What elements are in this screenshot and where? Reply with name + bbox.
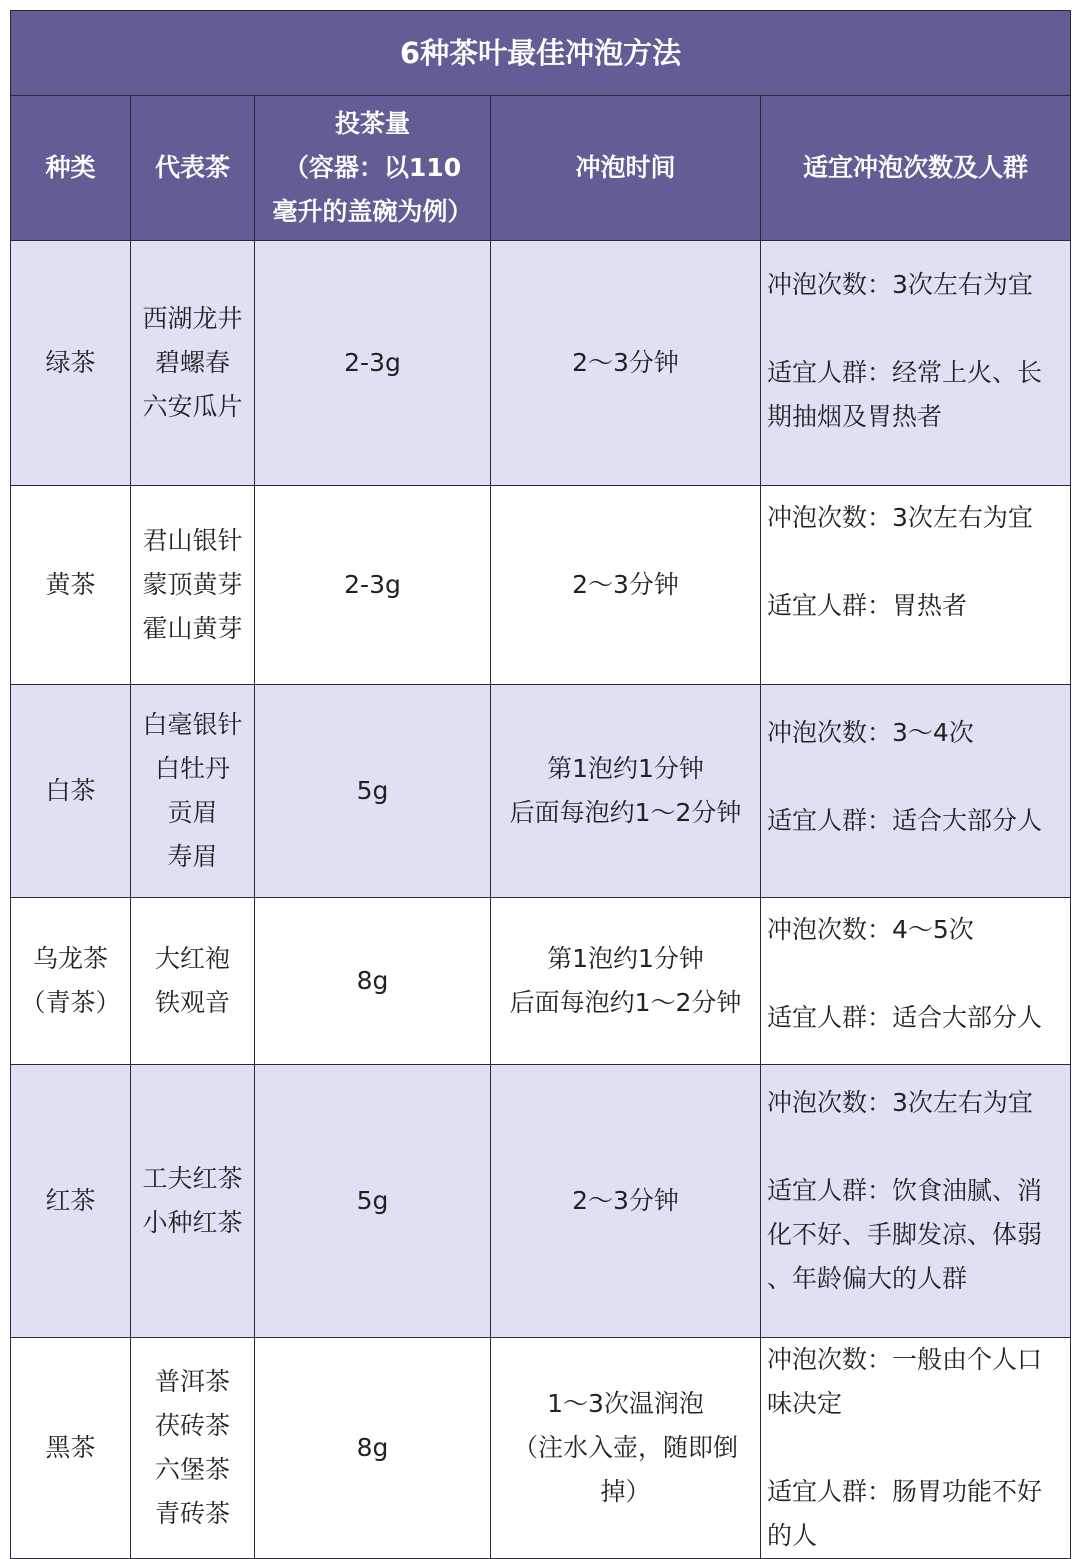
brew-count: 冲泡次数：3次左右为宜 [767,503,1033,532]
brew-time-line: 1～3次温润泡 [547,1389,704,1418]
tea-type: 红茶 [11,1065,131,1338]
brew-count: 冲泡次数：3～4次 [767,718,974,747]
suitable-people-cont: 、年龄偏大的人群 [767,1264,968,1293]
table-row [11,1065,1071,1338]
tea-amount: 2-3g [255,486,491,685]
brew-time [491,685,761,898]
brew-time-line: 掉） [600,1477,651,1506]
header-representative: 代表茶 [131,96,255,241]
tea-name: 寿眉 [167,842,218,871]
suitability-cell [761,241,1071,486]
suitable-people: 适宜人群：胃热者 [767,591,968,620]
representative-teas [131,898,255,1065]
brew-count: 冲泡次数：3次左右为宜 [767,1088,1033,1117]
tea-name: 工夫红茶 [142,1164,243,1193]
suitability-cell [761,486,1071,685]
suitable-people-cont: 期抽烟及胃热者 [767,402,943,431]
tea-name: 贡眉 [167,798,218,827]
suitable-people: 适宜人群：经常上火、长 [767,358,1043,387]
tea-type-line: （青茶） [20,988,121,1017]
suitability-cell [761,1065,1071,1338]
brew-time: 2～3分钟 [491,1065,761,1338]
table-row [11,898,1071,1065]
tea-name: 蒙顶黄芽 [142,570,243,599]
header-amount-line3: 毫升的盖碗为例） [272,197,473,226]
tea-name: 小种红茶 [142,1208,243,1237]
tea-name: 铁观音 [154,988,230,1017]
brew-time-line: 第1泡约1分钟 [547,944,704,973]
brew-count: 冲泡次数：4～5次 [767,915,974,944]
tea-name: 茯砖茶 [154,1411,230,1440]
tea-type [11,898,131,1065]
table-row [11,1338,1071,1559]
brew-time: 2～3分钟 [491,486,761,685]
representative-teas [131,685,255,898]
tea-name: 六安瓜片 [142,392,243,421]
tea-type: 绿茶 [11,241,131,486]
tea-amount: 5g [255,685,491,898]
suitability-cell [761,898,1071,1065]
brew-time-line: 第1泡约1分钟 [547,754,704,783]
table-title: 6种茶叶最佳冲泡方法 [11,11,1071,96]
header-amount-line2: （容器：以110 [283,153,462,182]
representative-teas [131,1338,255,1559]
brew-time [491,1338,761,1559]
suitability-cell [761,1338,1071,1559]
header-amount [255,96,491,241]
brew-time-line: （注水入壶，随即倒 [512,1433,738,1462]
brew-time: 2～3分钟 [491,241,761,486]
suitability-cell [761,685,1071,898]
tea-type-line: 乌龙茶 [32,944,108,973]
suitable-people-cont: 化不好、手脚发凉、体弱 [767,1220,1043,1249]
table-row [11,685,1071,898]
tea-name: 青砖茶 [154,1499,230,1528]
table-row [11,241,1071,486]
brew-count: 冲泡次数：一般由个人口 [767,1345,1043,1374]
representative-teas [131,241,255,486]
tea-name: 六堡茶 [154,1455,230,1484]
suitable-people: 适宜人群：适合大部分人 [767,1003,1043,1032]
tea-type: 黑茶 [11,1338,131,1559]
representative-teas [131,1065,255,1338]
tea-name: 白毫银针 [142,710,243,739]
table-row [11,486,1071,685]
tea-brewing-table [10,10,1071,1559]
tea-name: 大红袍 [154,944,230,973]
tea-type: 黄茶 [11,486,131,685]
header-type: 种类 [11,96,131,241]
header-amount-line1: 投茶量 [334,109,410,138]
suitable-people: 适宜人群：适合大部分人 [767,806,1043,835]
suitable-people: 适宜人群：肠胃功能不好 [767,1477,1043,1506]
tea-amount: 8g [255,1338,491,1559]
brew-time-line: 后面每泡约1～2分钟 [509,798,742,827]
tea-name: 君山银针 [142,526,243,555]
header-time: 冲泡时间 [491,96,761,241]
tea-name: 白牡丹 [154,754,230,783]
tea-amount: 5g [255,1065,491,1338]
tea-type: 白茶 [11,685,131,898]
tea-amount: 2-3g [255,241,491,486]
tea-amount: 8g [255,898,491,1065]
tea-table-container [10,10,1070,1559]
brew-count-cont: 味决定 [767,1389,843,1418]
suitable-people-cont: 的人 [767,1521,818,1550]
tea-name: 碧螺春 [154,348,230,377]
brew-time-line: 后面每泡约1～2分钟 [509,988,742,1017]
header-suitability: 适宜冲泡次数及人群 [761,96,1071,241]
representative-teas [131,486,255,685]
tea-name: 西湖龙井 [142,304,243,333]
brew-count: 冲泡次数：3次左右为宜 [767,270,1033,299]
brew-time [491,898,761,1065]
suitable-people: 适宜人群：饮食油腻、消 [767,1176,1043,1205]
tea-name: 普洱茶 [154,1367,230,1396]
tea-name: 霍山黄芽 [142,614,243,643]
